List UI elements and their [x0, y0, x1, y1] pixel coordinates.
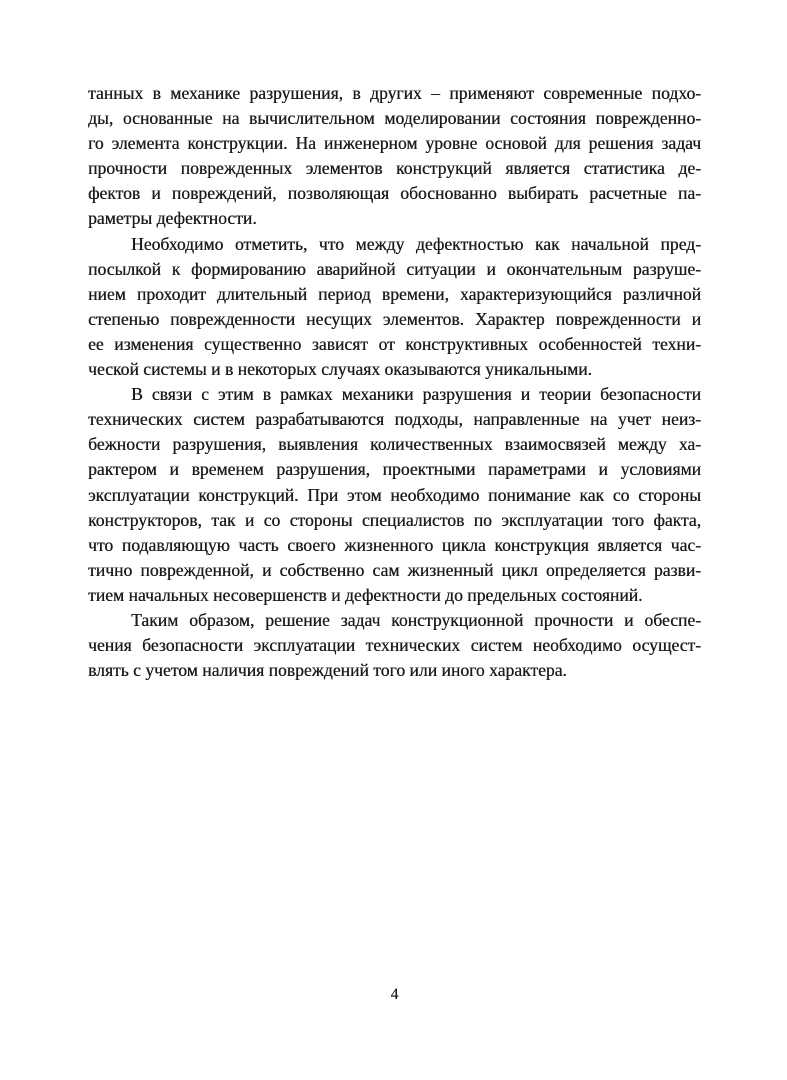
text-line: технических систем разрабатываются подходы, направленные на учет неиз-: [88, 409, 701, 430]
text-line: танных в механике разрушения, в других – применяют современные подхо-: [88, 83, 701, 103]
text-line: степенью поврежденности несущих элементов. Характер поврежденности и: [88, 308, 701, 329]
body-text: [88, 81, 701, 683]
text-line: влять с учетом наличия повреждений того или иного характера.: [88, 660, 567, 681]
text-line: посылкой к формированию аварийной ситуации и окончательным разруше-: [88, 258, 701, 279]
text-line: конструкторов, так и со стороны специалистов по эксплуатации того факта,: [88, 509, 701, 530]
page-number: 4: [390, 986, 399, 1003]
text-line: го элемента конструкции. На инженерном уровне основой для решения задач: [88, 133, 701, 154]
text-line: рактером и временем разрушения, проектными параметрами и условиями: [88, 459, 701, 480]
text-line: раметры дефектности.: [88, 208, 257, 229]
text-line: ческой системы и в некоторых случаях оказываются уникальными.: [88, 359, 592, 380]
text-line: что подавляющую часть своего жизненного цикла конструкция является час-: [88, 534, 701, 555]
text-line: В связи с этим в рамках механики разрушения и теории безопасности: [131, 384, 701, 405]
text-line: Необходимо отметить, что между дефектностью как начальной пред-: [131, 233, 701, 254]
paragraph: [88, 232, 701, 383]
text-line: бежности разрушения, выявления количественных взаимосвязей между ха-: [88, 434, 701, 455]
text-line: ды, основанные на вычислительном моделировании состояния поврежденно-: [88, 108, 701, 129]
text-line: тично поврежденной, и собственно сам жизненный цикл определяется разви-: [88, 559, 701, 580]
text-line: нием проходит длительный период времени, характеризующийся различной: [88, 283, 701, 304]
paragraph: [88, 608, 701, 683]
text-line: тием начальных несовершенств и дефектности до предельных состояний.: [88, 584, 643, 605]
text-line: эксплуатации конструкций. При этом необходимо понимание как со стороны: [88, 484, 701, 505]
paragraph: [88, 382, 701, 608]
text-line: прочности поврежденных элементов конструкций является статистика де-: [88, 158, 701, 179]
text-line: чения безопасности эксплуатации технических систем необходимо осущест-: [88, 635, 701, 656]
text-line: Таким образом, решение задач конструкционной прочности и обеспе-: [131, 609, 701, 630]
paragraph: [88, 81, 701, 232]
text-line: фектов и повреждений, позволяющая обоснованно выбирать расчетные па-: [88, 183, 701, 204]
text-line: ее изменения существенно зависят от конструктивных особенностей техни-: [88, 333, 701, 354]
